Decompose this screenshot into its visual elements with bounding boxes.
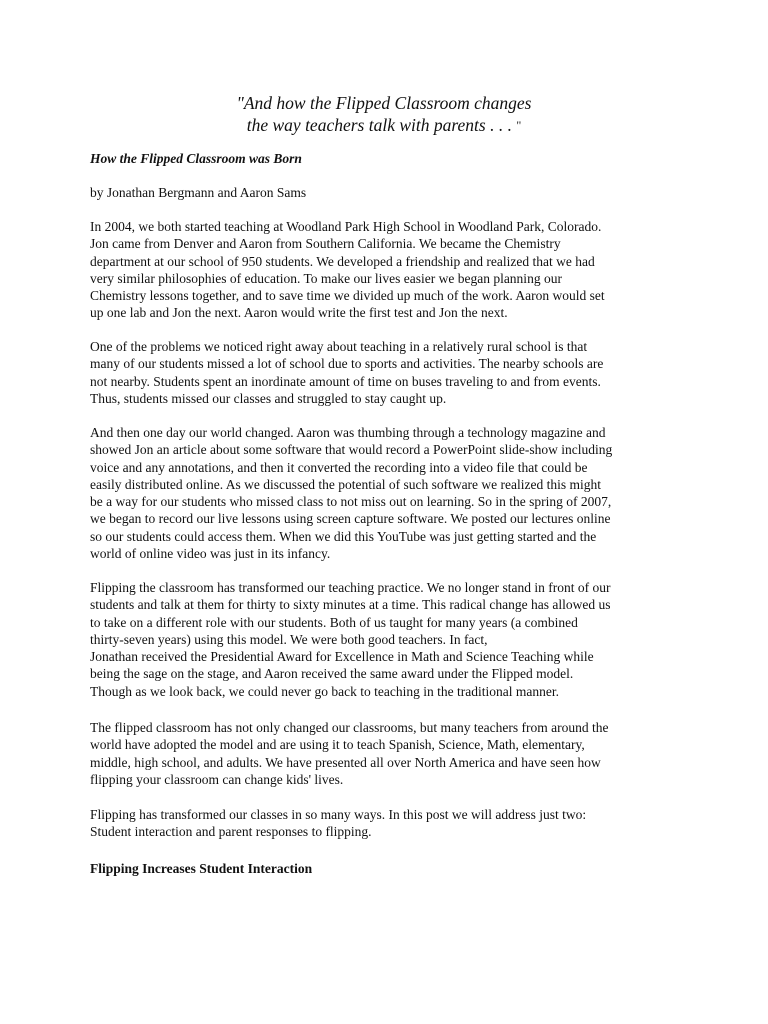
document-title: [0, 92, 768, 136]
paragraph-line: world of online video was just in its infancy.: [90, 546, 331, 562]
paragraph-line: Flipping has transformed our classes in so many ways. In this post we will address just two:: [90, 807, 587, 822]
paragraph-line: world have adopted the model and are using it to teach Spanish, Science, Math, elementary,: [90, 737, 585, 753]
paragraph-line: to take on a different role with our students. Both of us taught for many years (a combined: [90, 614, 578, 630]
paragraph-line: many of our students missed a lot of school due to sports and activities. The nearby schools are: [90, 356, 604, 372]
paragraph-5: [90, 719, 690, 788]
paragraph-line: being the sage on the stage, and Aaron received the same award under the Flipped model.: [90, 666, 574, 682]
paragraph-line: Jonathan received the Presidential Award for Excellence in Math and Science Teaching while: [90, 649, 594, 665]
paragraph-line: up one lab and Jon the next. Aaron would write the first test and Jon the next.: [90, 305, 508, 321]
title-close-quote: ": [516, 118, 522, 132]
paragraph-line: so our students could access them. When we did this YouTube was just getting started and the: [90, 528, 597, 544]
paragraph-line: The flipped classroom has not only changed our classrooms, but many teachers from around the: [90, 720, 609, 735]
title-line-2-text: the way teachers talk with parents . . .: [246, 115, 517, 135]
paragraph-3: [90, 424, 690, 562]
paragraph-line: Student interaction and parent responses to flipping.: [90, 824, 372, 840]
paragraph-line: be a way for our students who missed class to not miss out on learning. So in the spring of 2007,: [90, 494, 612, 510]
paragraph-line: Chemistry lessons together, and to save time we divided up much of the work. Aaron would set: [90, 288, 605, 304]
paragraph-line: very similar philosophies of education. To make our lives easier we began planning our: [90, 270, 562, 286]
paragraph-line: In 2004, we both started teaching at Woodland Park High School in Woodland Park, Colorado.: [90, 219, 602, 234]
paragraph-line: students and talk at them for thirty to sixty minutes at a time. This radical change has allowed us: [90, 597, 611, 613]
paragraph-4: [90, 579, 690, 700]
paragraph-line: not nearby. Students spent an inordinate amount of time on buses traveling to and from events.: [90, 373, 601, 389]
paragraph-line: thirty-seven years) using this model. We were both good teachers. In fact,: [90, 631, 488, 647]
paragraph-line: And then one day our world changed. Aaron was thumbing through a technology magazine and: [90, 425, 606, 440]
paragraph-line: flipping your classroom can change kids' lives.: [90, 771, 344, 787]
paragraph-6: [90, 806, 690, 841]
paragraph-line: department at our school of 950 students. We developed a friendship and realized that we had: [90, 253, 595, 269]
paragraph-line: showed Jon an article about some software that would record a PowerPoint slide-show including: [90, 442, 613, 458]
subheading: Flipping Increases Student Interaction: [90, 861, 313, 876]
paragraph-line: One of the problems we noticed right away about teaching in a relatively rural school is that: [90, 339, 588, 354]
section-heading: How the Flipped Classroom was Born: [90, 151, 302, 166]
paragraph-1: [90, 218, 690, 322]
title-line-2: [0, 114, 768, 136]
paragraph-line: Though as we look back, we could never go back to teaching in the traditional manner.: [90, 683, 559, 699]
paragraph-line: easily distributed online. As we discussed the potential of such software we realized this might: [90, 476, 602, 492]
paragraph-line: voice and any annotations, and then it converted the recording into a video file that could be: [90, 459, 588, 475]
byline: by Jonathan Bergmann and Aaron Sams: [90, 185, 307, 200]
paragraph-line: Jon came from Denver and Aaron from Southern California. We became the Chemistry: [90, 236, 561, 252]
paragraph-line: Thus, students missed our classes and struggled to stay caught up.: [90, 390, 447, 406]
title-line-1: "And how the Flipped Classroom changes: [236, 93, 532, 113]
paragraph-2: [90, 338, 690, 407]
paragraph-line: we began to record our live lessons using screen capture software. We posted our lectures online: [90, 511, 611, 527]
paragraph-line: Flipping the classroom has transformed our teaching practice. We no longer stand in front of our: [90, 580, 611, 595]
paragraph-line: middle, high school, and adults. We have presented all over North America and have seen how: [90, 754, 601, 770]
